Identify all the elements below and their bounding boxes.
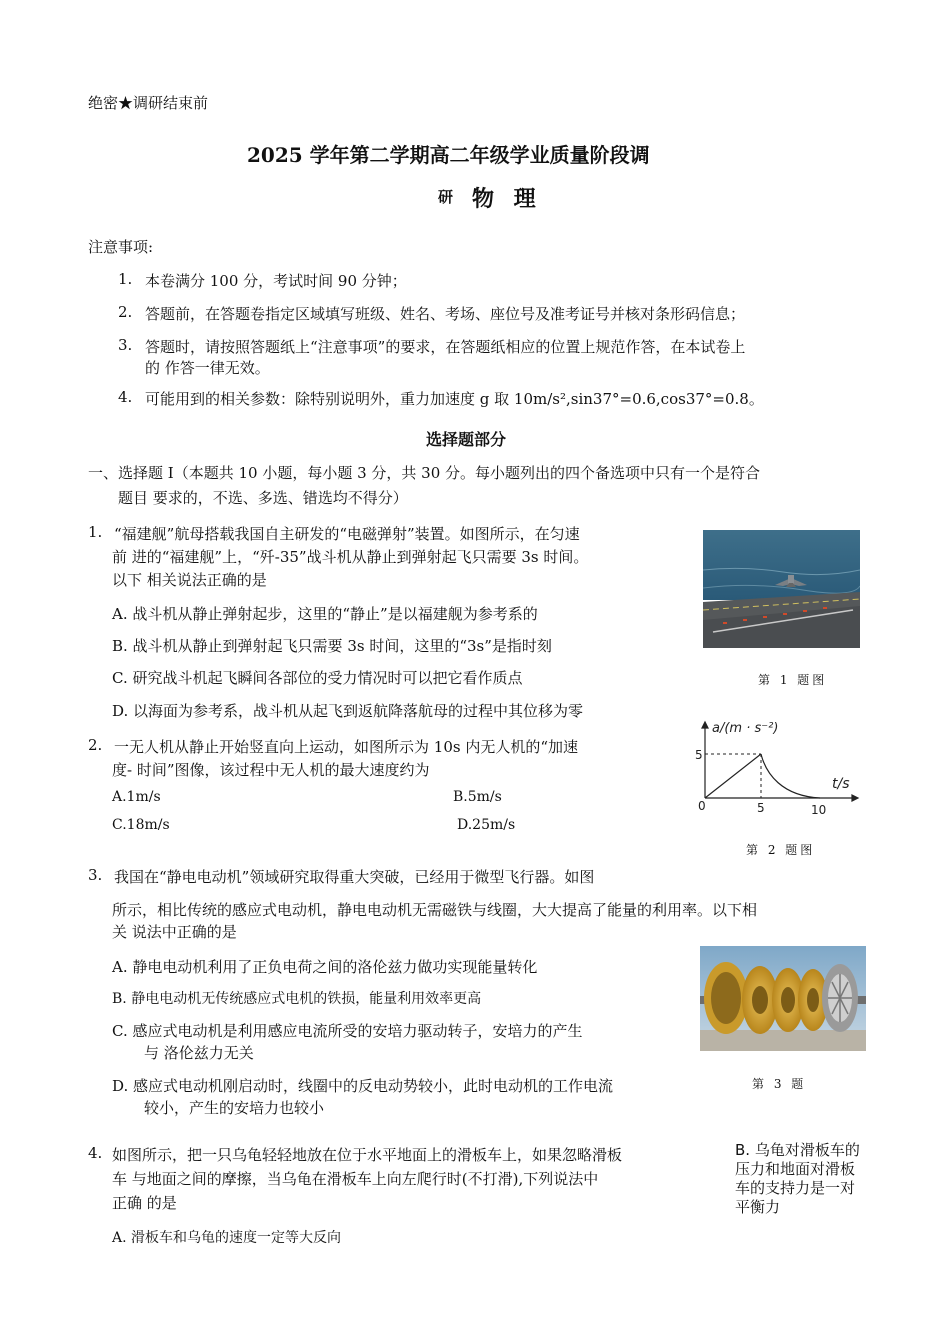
q3-option-c-cont: 与 洛伦兹力无关 <box>144 1044 254 1062</box>
q1-stem-line2: 前 进的“福建舰”上，“歼-35”战斗机从静止到弹射起飞只需要 3s 时间。 <box>112 548 589 566</box>
q4-option-a: A. 滑板车和乌龟的速度一定等大反向 <box>112 1230 342 1246</box>
q3-stem-line2: 所示，相比传统的感应式电动机，静电电动机无需磁铁与线圈，大大提高了能量的利用率。以下相 <box>112 901 758 919</box>
q1-option-b: B. 战斗机从静止到弹射起飞只需要 3s 时间，这里的“3s”是指时刻 <box>112 637 552 655</box>
q2-acceleration-graph <box>692 712 864 822</box>
q3-motor-photo <box>700 946 866 1051</box>
q1-stem-line3: 以下 相关说法正确的是 <box>112 571 267 589</box>
q3-option-a: A. 静电电动机利用了正负电荷之间的洛伦兹力做功实现能量转化 <box>112 958 538 976</box>
notice-item-4: 可能用到的相关参数：除特别说明外，重力加速度 g 取 10m/s²,sin37°=0.6,cos37°=0.8。 <box>145 390 764 408</box>
q1-caption: 第 1 题图 <box>758 673 828 687</box>
q3-option-c: C. 感应式电动机是利用感应电流所受的安培力驱动转子，安培力的产生 <box>112 1022 583 1040</box>
q4-option-b: B. 乌龟对滑板车的压力和地面对滑板车的支持力是一对平衡力 <box>735 1141 860 1216</box>
q3-caption: 第 3 题 <box>752 1077 807 1091</box>
notice-item-3: 答题时，请按照答题纸上“注意事项”的要求，在答题纸相应的位置上规范作答，在本试卷上 <box>145 338 746 356</box>
q1-option-d: D. 以海面为参考系，战斗机从起飞到返航降落航母的过程中其位移为零 <box>112 702 584 720</box>
notice-item-3-num: 3. <box>118 336 133 354</box>
q4-stem-line1: 如图所示，把一只乌龟轻轻地放在位于水平地面上的滑板车上，如果忽略滑板 <box>112 1146 623 1164</box>
q1-carrier-photo <box>703 530 860 648</box>
q3-stem-line1: 我国在“静电电动机”领域研究取得重大突破，已经用于微型飞行器。如图 <box>114 868 595 886</box>
section-title: 选择题部分 <box>426 430 507 449</box>
q2-stem-line2: 度- 时间”图像，该过程中无人机的最大速度约为 <box>112 761 430 779</box>
q3-option-b: B. 静电电动机无传统感应式电机的铁损，能量利用效率更高 <box>112 991 482 1007</box>
q1-number: 1. <box>88 523 103 541</box>
q4-number: 4. <box>88 1144 103 1162</box>
notice-item-1-num: 1. <box>118 270 133 288</box>
subject-prefix: 研 <box>438 188 454 206</box>
q3-number: 3. <box>88 866 103 884</box>
q2-option-a: A.1m/s <box>112 789 161 805</box>
notice-item-1: 本卷满分 100 分，考试时间 90 分钟； <box>145 272 407 290</box>
notice-item-2-num: 2. <box>118 303 133 321</box>
q4-stem-line3: 正确 的是 <box>112 1194 177 1212</box>
q2-graph-tick-y: 5 <box>695 748 703 762</box>
q2-number: 2. <box>88 736 103 754</box>
q2-graph-tick-x1: 5 <box>757 801 765 815</box>
exam-title: 2025 学年第二学期高二年级学业质量阶段调 <box>247 143 650 167</box>
q2-graph-x-label: t/s <box>832 776 850 792</box>
notice-item-2: 答题前，在答题卷指定区域填写班级、姓名、考场、座位号及准考证号并核对条形码信息； <box>145 305 746 323</box>
q3-stem-line3: 关 说法中正确的是 <box>112 923 237 941</box>
q2-option-c: C.18m/s <box>112 817 170 833</box>
q4-stem-line2: 车 与地面之间的摩擦，当乌龟在滑板车上向左爬行时(不打滑),下列说法中 <box>112 1170 599 1188</box>
q2-caption: 第 2 题图 <box>746 843 816 857</box>
q2-graph-y-label: a/(m · s⁻²) <box>712 721 779 736</box>
q2-option-b: B.5m/s <box>453 789 502 805</box>
subject-title: 物 理 <box>472 186 542 212</box>
notice-item-4-num: 4. <box>118 388 133 406</box>
part1-instructions-cont: 题目 要求的，不选、多选、错选均不得分） <box>118 489 408 507</box>
q2-graph-origin: 0 <box>698 799 706 813</box>
secret-mark: 绝密★调研结束前 <box>88 94 209 112</box>
notice-heading: 注意事项: <box>88 238 154 256</box>
q2-option-d: D.25m/s <box>457 817 516 833</box>
q1-stem-line1: “福建舰”航母搭载我国自主研发的“电磁弹射”装置。如图所示，在匀速 <box>114 525 580 543</box>
q3-option-d-cont: 较小，产生的安培力也较小 <box>144 1099 325 1117</box>
q2-stem-line1: 一无人机从静止开始竖直向上运动，如图所示为 10s 内无人机的“加速 <box>114 738 578 756</box>
q1-option-c: C. 研究战斗机起飞瞬间各部位的受力情况时可以把它看作质点 <box>112 669 523 687</box>
q3-option-d: D. 感应式电动机刚启动时，线圈中的反电动势较小，此时电动机的工作电流 <box>112 1077 614 1095</box>
q1-option-a: A. 战斗机从静止弹射起步，这里的“静止”是以福建舰为参考系的 <box>112 605 538 623</box>
notice-item-3-cont: 的 作答一律无效。 <box>145 359 270 377</box>
part1-instructions: 一、选择题 I（本题共 10 小题，每小题 3 分，共 30 分。每小题列出的四个备选项中只有一个是符合 <box>88 464 761 482</box>
q2-graph-tick-x2: 10 <box>811 803 827 817</box>
